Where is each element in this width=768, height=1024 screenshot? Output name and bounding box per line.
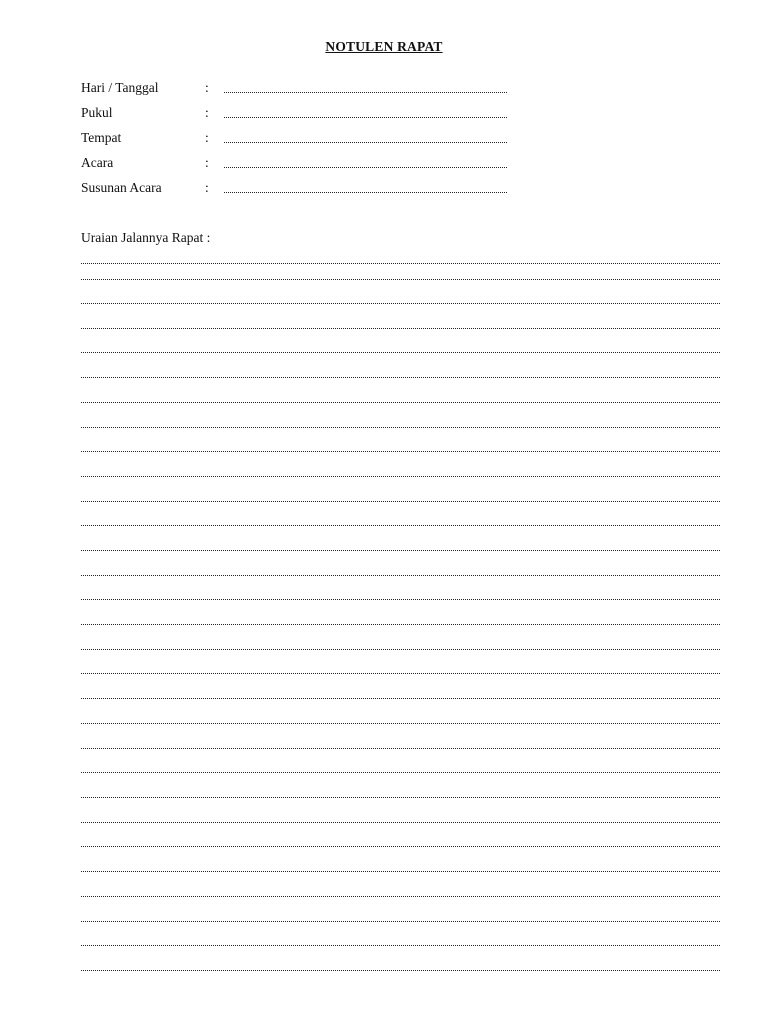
dotted-writing-line	[81, 328, 720, 329]
dotted-writing-line	[81, 427, 720, 428]
field-blank-pukul	[224, 117, 507, 118]
dotted-writing-line	[81, 921, 720, 922]
dotted-writing-line	[81, 649, 720, 650]
dotted-writing-line	[81, 871, 720, 872]
document-title: NOTULEN RAPAT	[325, 39, 443, 54]
dotted-writing-line	[81, 896, 720, 897]
field-blank-acara	[224, 167, 507, 168]
dotted-writing-line	[81, 575, 720, 576]
dotted-writing-line	[81, 550, 720, 551]
dotted-writing-line	[81, 723, 720, 724]
dotted-writing-line	[81, 263, 720, 264]
dotted-writing-line	[81, 352, 720, 353]
field-colon: :	[205, 130, 209, 145]
field-colon: :	[205, 180, 209, 195]
field-blank-tempat	[224, 142, 507, 143]
dotted-writing-line	[81, 698, 720, 699]
dotted-writing-line	[81, 748, 720, 749]
dotted-writing-line	[81, 501, 720, 502]
dotted-writing-line	[81, 599, 720, 600]
dotted-writing-line	[81, 673, 720, 674]
dotted-writing-line	[81, 797, 720, 798]
dotted-writing-line	[81, 303, 720, 304]
field-colon: :	[205, 80, 209, 95]
dotted-writing-line	[81, 377, 720, 378]
dotted-writing-line	[81, 525, 720, 526]
minutes-section-label: Uraian Jalannya Rapat :	[81, 230, 211, 245]
dotted-writing-line	[81, 402, 720, 403]
dotted-writing-line	[81, 945, 720, 946]
dotted-writing-line	[81, 476, 720, 477]
dotted-writing-line	[81, 772, 720, 773]
field-label-pukul: Pukul	[81, 105, 113, 120]
field-label-hari-tanggal: Hari / Tanggal	[81, 80, 159, 95]
dotted-writing-line	[81, 846, 720, 847]
field-label-tempat: Tempat	[81, 130, 122, 145]
dotted-writing-line	[81, 970, 720, 971]
field-colon: :	[205, 105, 209, 120]
field-colon: :	[205, 155, 209, 170]
dotted-writing-line	[81, 451, 720, 452]
dotted-writing-line	[81, 624, 720, 625]
field-label-acara: Acara	[81, 155, 114, 170]
dotted-writing-line	[81, 279, 720, 280]
field-label-susunan-acara: Susunan Acara	[81, 180, 162, 195]
field-blank-hari-tanggal	[224, 92, 507, 93]
field-blank-susunan-acara	[224, 192, 507, 193]
dotted-writing-line	[81, 822, 720, 823]
